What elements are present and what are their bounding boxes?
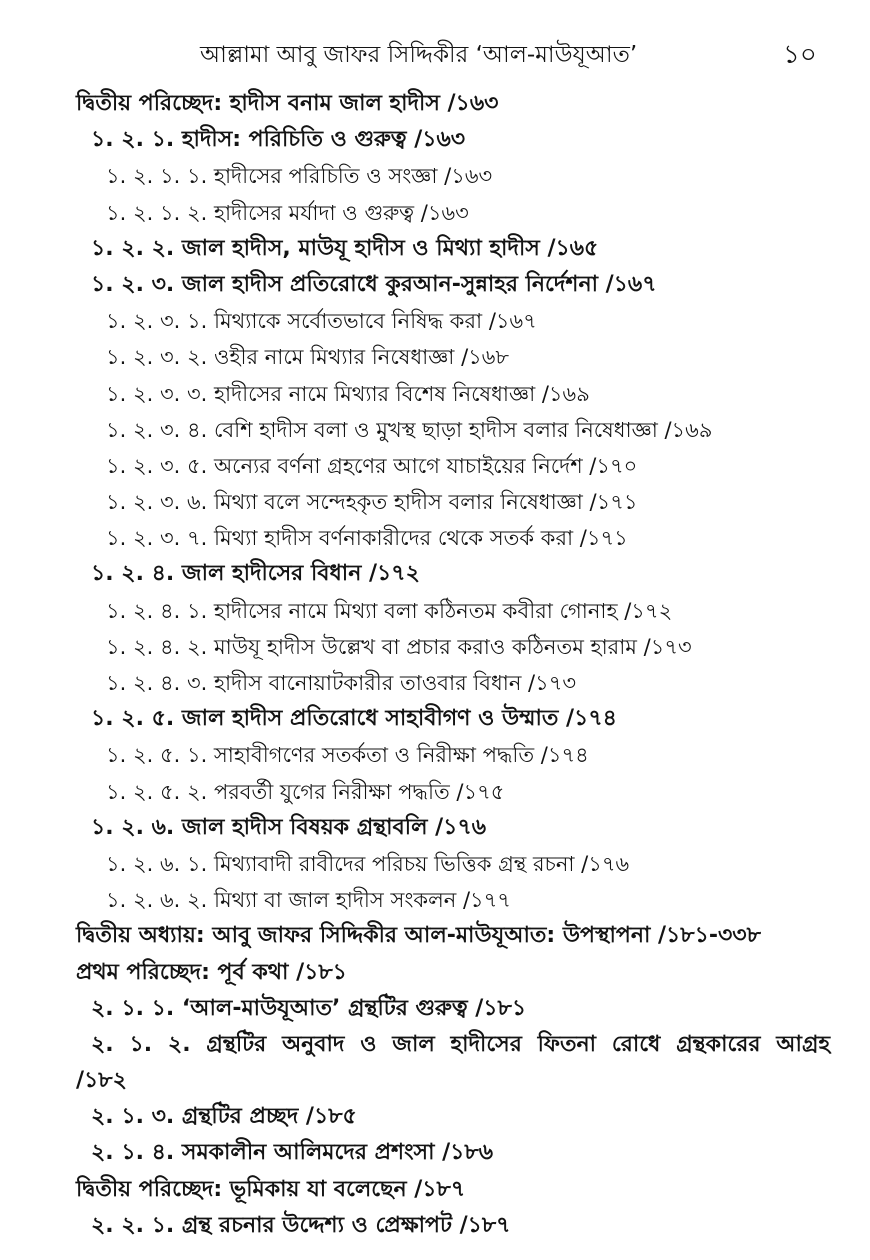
toc-entry: দ্বিতীয় পরিচ্ছেদ: হাদীস বনাম জাল হাদীস /১৬৩ xyxy=(76,91,499,116)
running-header xyxy=(0,32,870,76)
toc-entry: ১. ২. ৩. ৪. বেশি হাদীস বলা ও মুখস্থ ছাড়া হাদীস বলার নিষেধাজ্ঞা /১৬৯ xyxy=(106,417,713,442)
toc-entry: প্রথম পরিচ্ছেদ: পূর্ব কথা /১৮১ xyxy=(76,959,347,985)
toc-entry: ২. ১. ১. ‘আল-মাউযূআত’ গ্রন্থটির গুরুত্ব /১৮১ xyxy=(91,995,527,1021)
toc-entry: /১৮২ xyxy=(76,1068,127,1094)
toc-entry: ১. ২. ৫. ১. সাহাবীগণের সতর্কতা ও নিরীক্ষা পদ্ধতি /১৭৪ xyxy=(106,743,589,768)
toc-entry: ১. ২. ৩. ৫. অন্যের বর্ণনা গ্রহণের আগে যাচাইয়ের নির্দেশ /১৭০ xyxy=(106,453,638,478)
toc-entry: ১. ২. ৪. ১. হাদীসের নামে মিথ্যা বলা কঠিনতম কবীরা গোনাহ /১৭২ xyxy=(106,598,673,623)
table-of-contents xyxy=(0,86,870,1244)
toc-entry: ১. ২. ৫. ২. পরবর্তী যুগের নিরীক্ষা পদ্ধতি /১৭৫ xyxy=(106,779,505,804)
toc-entry: ১. ২. ৩. ৬. মিথ্যা বলে সন্দেহকৃত হাদীস বলার নিষেধাজ্ঞা /১৭১ xyxy=(106,490,638,515)
toc-entry: ২. ১. ৩. গ্রন্থটির প্রচ্ছদ /১৮৫ xyxy=(91,1104,357,1130)
toc-entry: ১. ২. ৬. জাল হাদীস বিষয়ক গ্রন্থাবলি /১৭৬ xyxy=(91,814,487,840)
toc-entry: ১. ২. ৫. জাল হাদীস প্রতিরোধে সাহাবীগণ ও উম্মাত /১৭৪ xyxy=(91,706,617,732)
toc-entry: দ্বিতীয় অধ্যায়: আবু জাফর সিদ্দিকীর আল-মাউযূআত: উপস্থাপনা /১৮১-৩৩৮ xyxy=(76,923,761,949)
toc-entry: ২. ২. ১. গ্রন্থ রচনার উদ্দেশ্য ও প্রেক্ষাপট /১৮৭ xyxy=(91,1212,511,1238)
toc-entry: ১. ২. ৩. জাল হাদীস প্রতিরোধে কুরআন-সুন্নাহর নির্দেশনা /১৬৭ xyxy=(91,271,657,297)
toc-entry: ১. ২. ১. হাদীস: পরিচিতি ও গুরুত্ব /১৬৩ xyxy=(91,127,466,153)
toc-entry: ১. ২. ১. ১. হাদীসের পরিচিতি ও সংজ্ঞা /১৬৩ xyxy=(106,164,493,189)
toc-entry: ১. ২. ৩. ১. মিথ্যাকে সর্বোতভাবে নিষিদ্ধ করা /১৬৭ xyxy=(106,309,537,334)
toc-entry: ১. ২. ৪. ২. মাউযূ হাদীস উল্লেখ বা প্রচার করাও কঠিনতম হারাম /১৭৩ xyxy=(106,634,692,659)
toc-entry: দ্বিতীয় পরিচ্ছেদ: ভূমিকায় যা বলেছেন /১৮৭ xyxy=(76,1176,466,1202)
toc-entry: ১. ২. ১. ২. হাদীসের মর্যাদা ও গুরুত্ব /১৬৩ xyxy=(106,200,469,225)
toc-entry: ১. ২. ৬. ১. মিথ্যাবাদী রাবীদের পরিচয় ভিত্তিক গ্রন্থ রচনা /১৭৬ xyxy=(106,851,630,876)
page-number: ১০ xyxy=(783,40,817,70)
running-title: আল্লামা আবু জাফর সিদ্দিকীর ‘আল-মাউযূআত’ xyxy=(200,42,638,68)
toc-entry: ২. ১. ২. গ্রন্থটির অনুবাদ ও জাল হাদীসের ফিতনা রোধে গ্রন্থকারের আগ্রহ xyxy=(91,1031,830,1057)
toc-entry: ১. ২. ২. জাল হাদীস, মাউযূ হাদীস ও মিথ্যা হাদীস /১৬৫ xyxy=(91,235,599,261)
toc-entry: ১. ২. ৩. ৩. হাদীসের নামে মিথ্যার বিশেষ নিষেধাজ্ঞা /১৬৯ xyxy=(106,381,590,406)
toc-entry: ১. ২. ৩. ৭. মিথ্যা হাদীস বর্ণনাকারীদের থেকে সতর্ক করা /১৭১ xyxy=(106,526,628,551)
toc-entry: ১. ২. ৪. জাল হাদীসের বিধান /১৭২ xyxy=(91,561,420,587)
toc-entry: ১. ২. ৪. ৩. হাদীস বানোয়াটকারীর তাওবার বিধান /১৭৩ xyxy=(106,671,577,695)
toc-entry: ২. ১. ৪. সমকালীন আলিমদের প্রশংসা /১৮৬ xyxy=(91,1140,493,1166)
toc-entry: ১. ২. ৬. ২. মিথ্যা বা জাল হাদীস সংকলন /১৭৭ xyxy=(106,888,511,913)
toc-entry: ১. ২. ৩. ২. ওহীর নামে মিথ্যার নিষেধাজ্ঞা /১৬৮ xyxy=(106,345,510,370)
